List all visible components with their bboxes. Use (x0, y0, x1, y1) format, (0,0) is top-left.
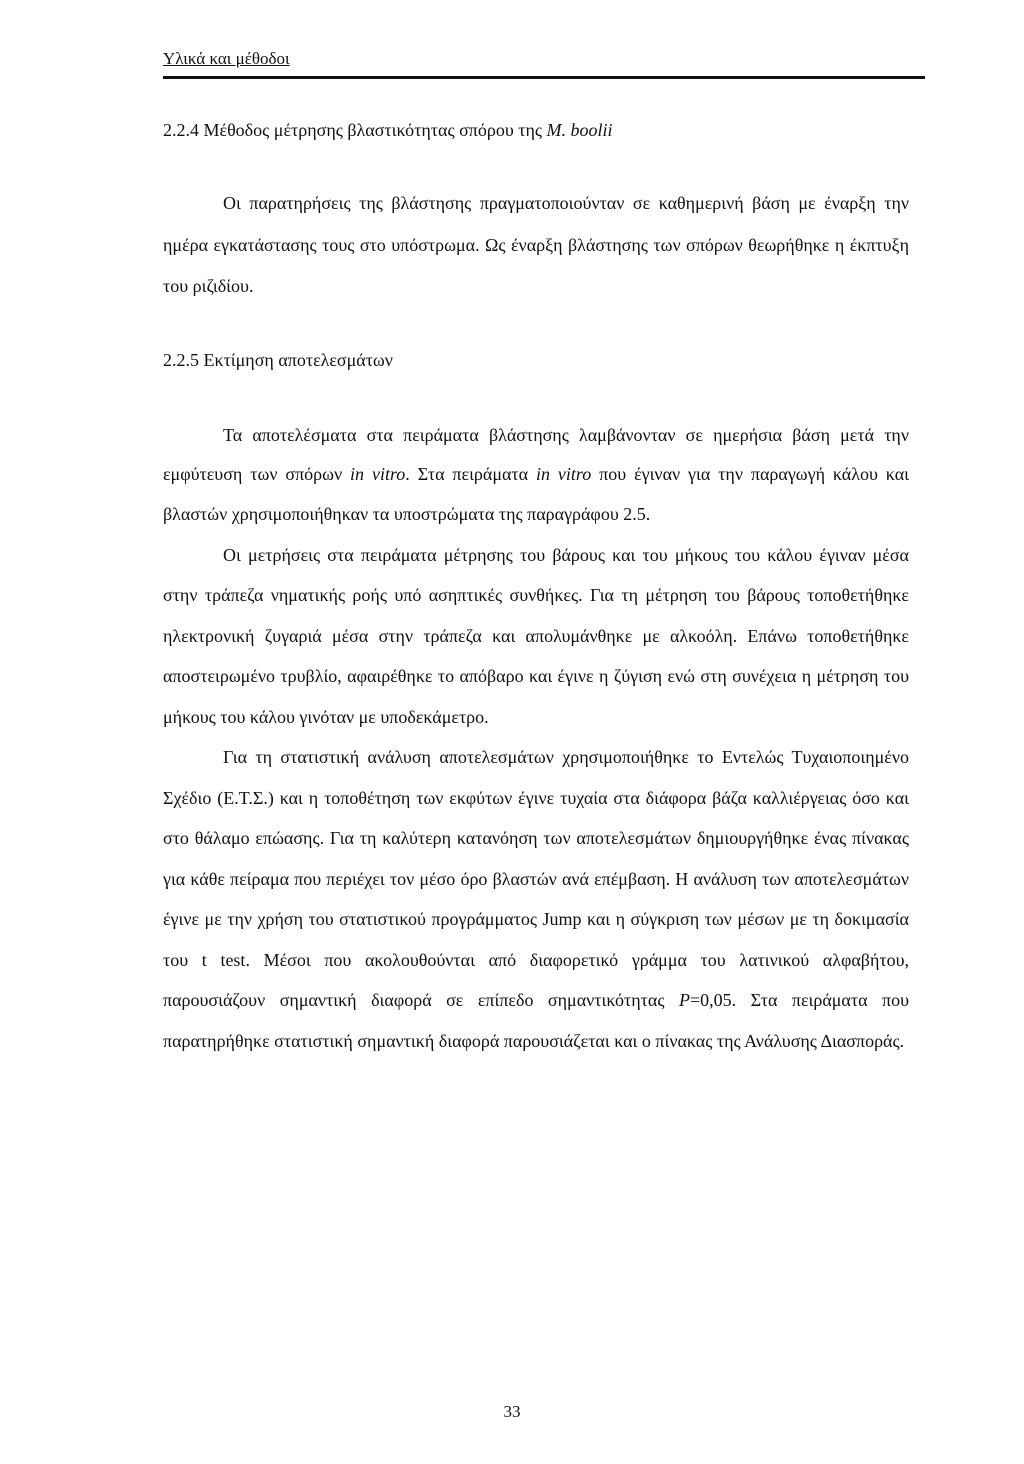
italic-term: in vitro (536, 464, 592, 485)
paragraph-statistical-analysis (163, 737, 909, 1061)
species-name: M. boolii (546, 120, 613, 140)
paragraph-germination-observations: Οι παρατηρήσεις της βλάστησης πραγματοποιούνταν σε καθημερινή βάση με έναρξη την ημέρα εγκατάστασης τους στο υπόστρωμα. Ως έναρξη βλάστησης των σπόρων θεωρήθηκε η έκπτυξη του ριζιδίου. (163, 193, 909, 296)
running-header (163, 47, 925, 71)
document-body (163, 110, 909, 1061)
heading-text: 2.2.4 Μέθοδος μέτρησης βλαστικότητας σπόρου της (163, 120, 547, 140)
page-number: 33 (503, 1402, 521, 1421)
section-heading-2-2-4 (163, 110, 909, 150)
text-segment: =0,05. Στα πειράματα που παρατηρήθηκε στατιστική σημαντική διαφορά παρουσιάζεται και ο πίνακας της Ανάλυσης Διασποράς. (163, 990, 909, 1051)
header-rule (163, 76, 925, 79)
text-segment: Τα αποτελέσματα στα πειράματα βλάστησης λαμβάνονταν σε ημερήσια βάση μετά την εμφύτευση των σπόρων (163, 424, 909, 485)
paragraph-measurements: Οι μετρήσεις στα πειράματα μέτρησης του βάρους και του μήκους του κάλου έγιναν μέσα στην τράπεζα νηματικής ροής υπό ασηπτικές συνθήκες. Για τη μέτρηση του βάρους τοποθετήθηκε ηλεκτρονική ζυγαριά μέσα στην τράπεζα και απολυμάνθηκε με αλκοόλη. Επάνω τοποθετήθηκε αποστειρωμένο τρυβλίο, αφαιρέθηκε το απόβαρο και έγινε η ζύγιση ενώ στη συνέχεια η μέτρηση του μήκους του κάλου γινόταν με υποδεκάμετρο. (163, 544, 909, 727)
text-segment: . Στα πειράματα (405, 464, 536, 485)
italic-symbol: P (678, 990, 690, 1011)
header-title: Υλικά και μέθοδοι (163, 49, 290, 68)
italic-term: in vitro (350, 464, 406, 485)
paragraph-results-collection (163, 416, 909, 535)
text-segment: που έγιναν για την παραγωγή κάλου και βλαστών χρησιμοποιήθηκαν τα υποστρώματα της παραγράφου 2.5. (163, 464, 909, 525)
text-segment: Για τη στατιστική ανάλυση αποτελεσμάτων χρησιμοποιήθηκε το Εντελώς Τυχαιοποιημένο Σχέδιο (Ε.Τ.Σ.) και η τοποθέτηση των εκφύτων έγινε τυχαία στα διάφορα βάζα καλλιέργειας όσο και στο θάλαμο επώασης. Για τη καλύτερη κατανόηση των αποτελεσμάτων δημιουργήθηκε ένας πίνακας για κάθε πείραμα που περιέχει τον μέσο όρο βλαστών ανά επέμβαση. Η ανάλυση των αποτελεσμάτων έγινε με την χρήση του στατιστικού προγράμματος Jump και η σύγκριση των μέσων με τη δοκιμασία του t test. Μέσοι που ακολουθούνται από διαφορετικό γράμμα του λατινικού αλφαβήτου, παρουσιάζουν σημαντική διαφορά σε επίπεδο σημαντικότητας (163, 747, 909, 1011)
section-heading-2-2-5: 2.2.5 Εκτίμηση αποτελεσμάτων (163, 349, 393, 370)
